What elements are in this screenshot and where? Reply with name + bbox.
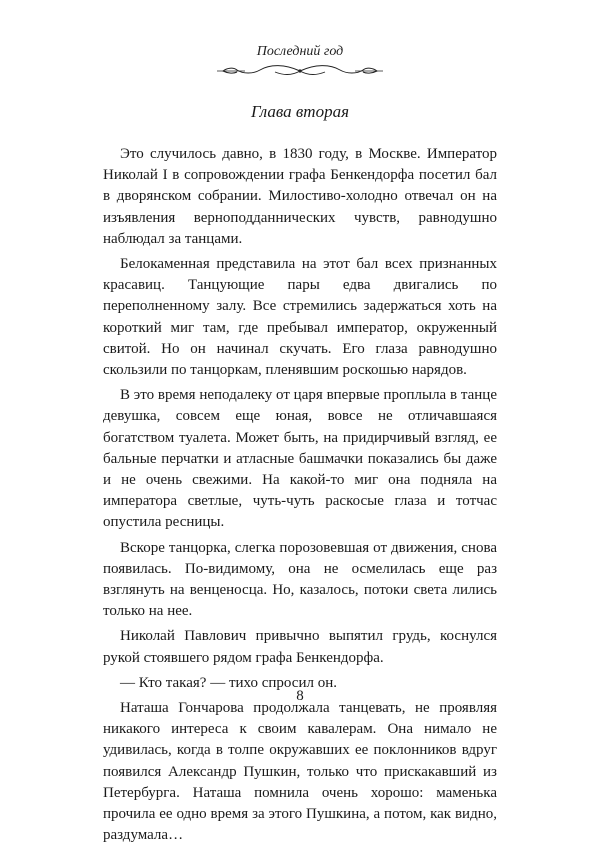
running-title: Последний год [256, 44, 344, 59]
decorative-flourish-icon [215, 62, 385, 80]
paragraph-3: В это время неподалеку от царя впервые проплыла в танце девушка, совсем еще юная, вовсе не отличавшаяся богатством туалета. Может быть, на придирчивый взгляд, ее бальные перчатки и атласные башмачки показались бы даже и не очень свежими. На какой-то миг она подняла на императора светлые, чуть-чуть раскосые глаза и тотчас опустила ресницы. [103, 387, 497, 531]
paragraph-4: Вскоре танцорка, слегка порозовевшая от движения, снова появилась. По-видимому, она не осмелилась еще раз взглянуть на венценосца. Но, казалось, потоки света лились только на нее. [103, 539, 497, 620]
body-text [103, 144, 497, 847]
paragraph-7: Наташа Гончарова продолжала танцевать, не проявляя никакого интереса к своим кавалерам. Она нимало не удивилась, когда в толпе окружавших ее поклонников вдруг появился Александр Пушкин, только что прискакавший из Петербурга. Наташа помнила очень хорошо: маменька прочила ее одно время за этого Пушкина, а потом, как видно, раздумала… [103, 700, 497, 844]
chapter-title: Глава вторая [251, 102, 349, 121]
page-number: 8 [296, 688, 304, 704]
paragraph-6: — Кто такая? — тихо спросил он. [120, 674, 337, 691]
paragraph-5: Николай Павлович привычно выпятил грудь, коснулся рукой стоявшего рядом графа Бенкендорфа. [103, 628, 497, 666]
paragraph-1: Это случилось давно, в 1830 году, в Москве. Император Николай I в сопровождении графа Бенкендорфа посетил бал в дворянском собрании. Милостиво-холодно отвечал он на изъявления верноподданнических чувств, равнодушно наблюдал за танцами. [103, 146, 497, 247]
paragraph-2: Белокаменная представила на этот бал всех признанных красавиц. Танцующие пары едва двигались по переполненному залу. Все стремились задержаться хоть на короткий миг там, где пребывал император, окруженный свитой. Но он начинал скучать. Его глаза равнодушно скользили по танцоркам, пленявшим роскошью нарядов. [103, 256, 497, 379]
